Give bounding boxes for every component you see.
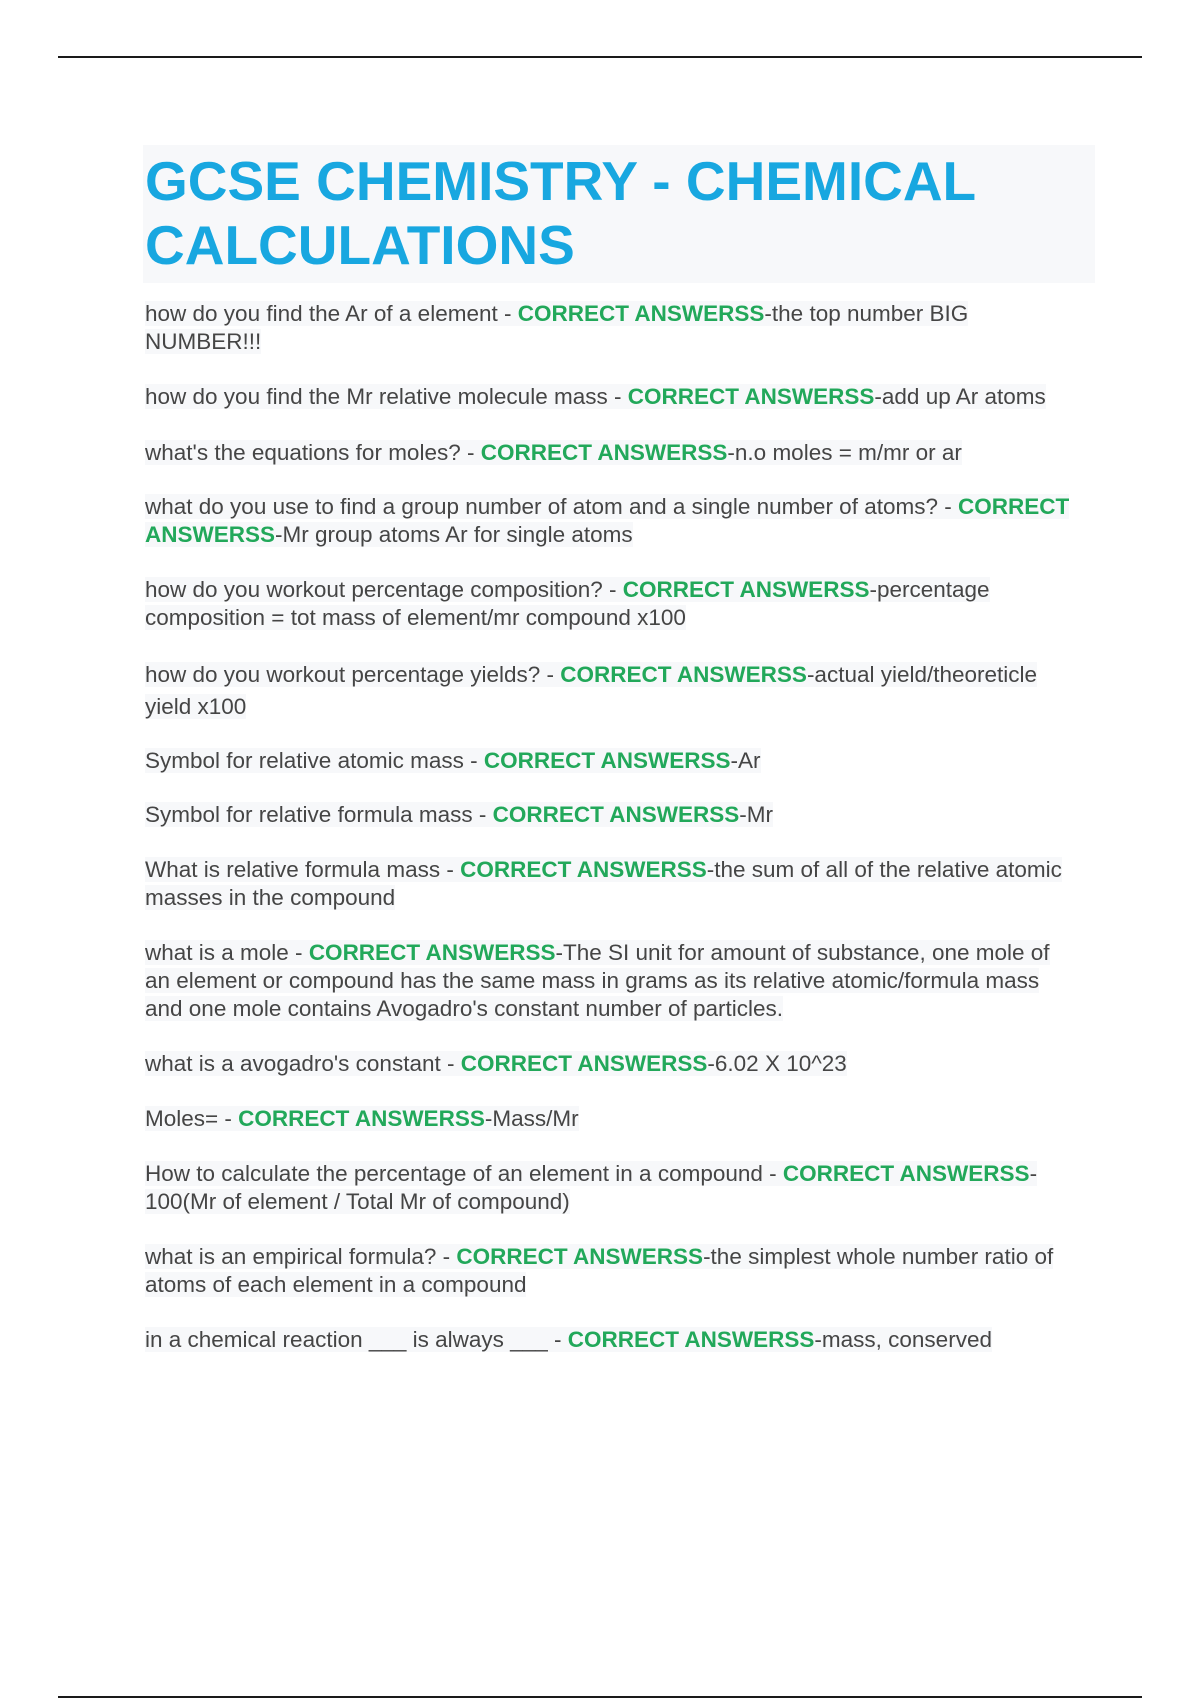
question-text: in a chemical reaction ___ is always ___ - xyxy=(145,1327,568,1352)
qa-item xyxy=(145,576,1075,632)
answer-tag: CORRECT ANSWERSS xyxy=(483,748,731,773)
qa-item xyxy=(145,939,1075,1023)
question-text: Moles= - xyxy=(145,1106,239,1131)
qa-item xyxy=(145,383,1075,411)
qa-list xyxy=(145,300,1075,1354)
answer-tag: CORRECT ANSWERSS xyxy=(782,1161,1030,1186)
answer-tag: CORRECT ANSWERSS xyxy=(627,384,875,409)
answer-text: -The SI unit for amount of substance, one mole of an element or compound has the same mass in grams as its relative atomic/formula mass and one mole contains Avogadro's constant number of particles. xyxy=(145,940,1050,1021)
title-banner xyxy=(143,145,1095,283)
qa-item xyxy=(145,801,1075,829)
answer-text: -100(Mr of element / Total Mr of compound) xyxy=(145,1161,1038,1214)
answer-tag: CORRECT ANSWERSS xyxy=(517,301,765,326)
answer-text: -Mr xyxy=(739,802,774,827)
qa-item xyxy=(145,1243,1075,1299)
question-text: how do you workout percentage yields? - xyxy=(145,662,561,687)
answer-text: -Mr group atoms Ar for single atoms xyxy=(275,522,633,547)
answer-text: -percentage composition = tot mass of element/mr compound x100 xyxy=(145,577,990,630)
answer-text: -the sum of all of the relative atomic masses in the compound xyxy=(145,857,1062,910)
question-text: How to calculate the percentage of an element in a compound - xyxy=(145,1161,783,1186)
qa-item xyxy=(145,439,1075,467)
question-text: what is a mole - xyxy=(145,940,309,965)
answer-tag: CORRECT ANSWERSS xyxy=(145,494,1070,547)
answer-text: -Ar xyxy=(730,748,761,773)
answer-tag: CORRECT ANSWERSS xyxy=(460,1051,708,1076)
answer-tag: CORRECT ANSWERSS xyxy=(238,1106,485,1131)
footer-rule xyxy=(58,1696,1142,1698)
answer-text: -Mass/Mr xyxy=(484,1106,579,1131)
question-text: What is relative formula mass - xyxy=(145,857,461,882)
question-text: Symbol for relative atomic mass - xyxy=(145,748,484,773)
answer-tag: CORRECT ANSWERSS xyxy=(492,802,740,827)
qa-item xyxy=(145,659,1075,723)
answer-text: -actual yield/theoreticle yield x100 xyxy=(145,662,1038,719)
answer-tag: CORRECT ANSWERSS xyxy=(308,940,556,965)
answer-tag: CORRECT ANSWERSS xyxy=(460,857,707,882)
question-text: how do you find the Mr relative molecule mass - xyxy=(145,384,628,409)
question-text: what is an empirical formula? - xyxy=(145,1244,457,1269)
qa-item xyxy=(145,1160,1075,1216)
qa-item xyxy=(145,1105,1075,1133)
question-text: what's the equations for moles? - xyxy=(145,440,481,465)
question-text: Symbol for relative formula mass - xyxy=(145,802,493,827)
answer-text: -6.02 X 10^23 xyxy=(707,1051,847,1076)
qa-item xyxy=(145,856,1075,912)
answer-tag: CORRECT ANSWERSS xyxy=(622,577,870,602)
answer-tag: CORRECT ANSWERSS xyxy=(456,1244,704,1269)
question-text: what is a avogadro's constant - xyxy=(145,1051,461,1076)
answer-text: -add up Ar atoms xyxy=(874,384,1046,409)
answer-tag: CORRECT ANSWERSS xyxy=(480,440,728,465)
document-title: GCSE CHEMISTRY - CHEMICAL CALCULATIONS xyxy=(145,150,976,276)
qa-item xyxy=(145,493,1075,549)
answer-text: -mass, conserved xyxy=(814,1327,992,1352)
header-rule xyxy=(58,56,1142,58)
qa-item xyxy=(145,300,1075,356)
answer-tag: CORRECT ANSWERSS xyxy=(560,662,807,687)
question-text: how do you workout percentage composition? - xyxy=(145,577,623,602)
answer-tag: CORRECT ANSWERSS xyxy=(567,1327,815,1352)
qa-item xyxy=(145,1050,1075,1078)
question-text: how do you find the Ar of a element - xyxy=(145,301,518,326)
answer-text: -n.o moles = m/mr or ar xyxy=(727,440,962,465)
qa-item xyxy=(145,1326,1075,1354)
answer-text: -the simplest whole number ratio of atoms of each element in a compound xyxy=(145,1244,1054,1297)
qa-item xyxy=(145,747,1075,775)
question-text: what do you use to find a group number of atom and a single number of atoms? - xyxy=(145,494,958,519)
answer-text: -the top number BIG NUMBER!!! xyxy=(145,301,969,354)
